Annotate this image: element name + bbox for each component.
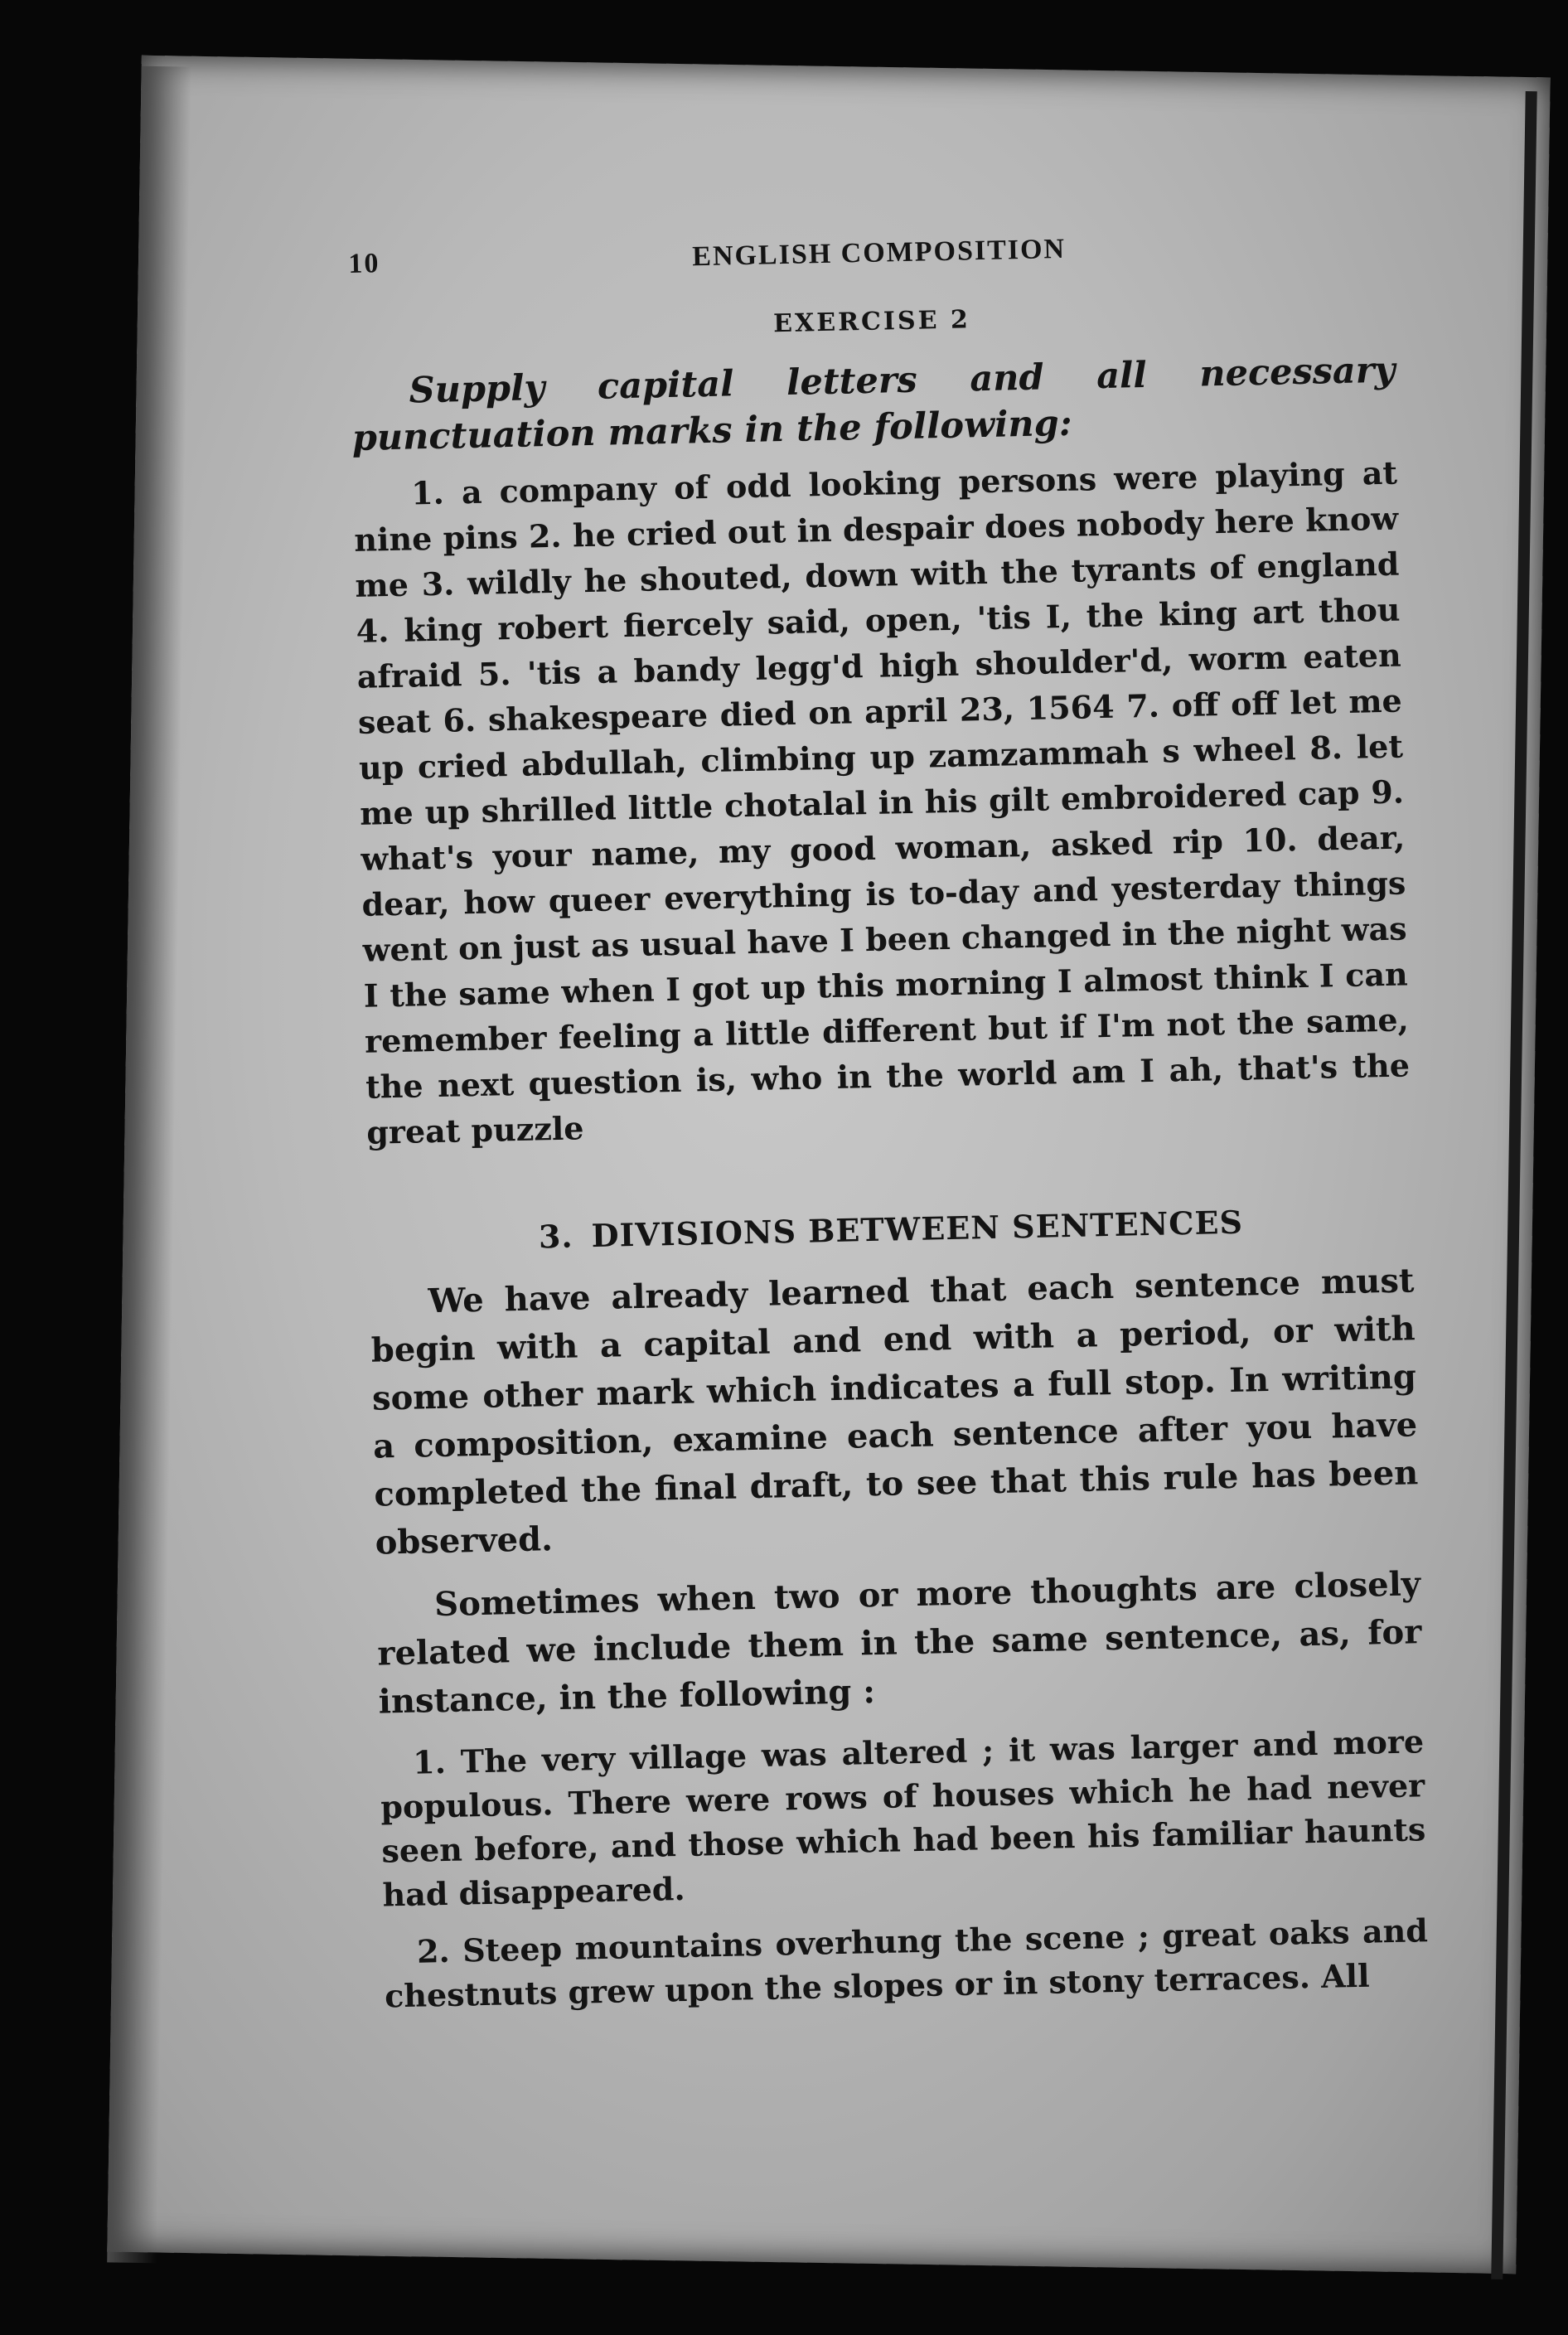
page-number: 10	[348, 248, 380, 279]
example-paragraph: 1. The very village was altered ; it was larger and more populous. There were rows of houses which he had never seen before, and those which had been his familiar haunts had disappeared.	[380, 1722, 1426, 1914]
page-text	[348, 227, 1430, 2032]
book-title: ENGLISH COMPOSITION	[691, 233, 1067, 273]
body-paragraph: Sometimes when two or more thoughts are closely related we include them in the same sentence, as, for instance, in the following :	[377, 1564, 1422, 1722]
section-title: DIVISIONS BETWEEN SENTENCES	[591, 1203, 1244, 1255]
exercise-heading: EXERCISE 2	[772, 305, 971, 339]
section-heading	[369, 1199, 1414, 1258]
body-paragraph: We have already learned that each sentence must begin with a capital and end with a period, or with some other mark which indicates a full stop. In writing a composition, examine each sentence after you have completed the final draft, to see that this rule has been observed.	[370, 1261, 1419, 1562]
section-number: 3.	[538, 1217, 574, 1256]
example-paragraph: 2. Steep mountains overhung the scene ; great oaks and chestnuts grew upon the slopes or in stony terraces. All	[384, 1911, 1429, 2015]
exercise-instruction: Supply capital letters and all necessary punctuation marks in the following:	[351, 349, 1396, 459]
exercise-body: 1. a company of odd looking persons were playing at nine pins 2. he cried out in despair does nobody here know me 3. wildly he shouted, down with the tyrants of england 4. king robert fiercely said, open, 'tis I, the king art thou afraid 5. 'tis a bandy legg'd high shoulder'd, worm eaten seat 6. shakespeare died on april 23, 1564 7. off off let me up cried abdullah, climbing up zamzammah s wheel 8. let me up shrilled little chotalal in his gilt embroidered cap 9. what's your name, my good woman, asked rip 10. dear, dear, how queer everything is to-day and yesterday things went on just as usual have I been changed in the night was I the same when I got up this morning I almost think I can remember feeling a little different but if I'm not the same, the next question is, who in the world am I ah, that's the great puzzle	[353, 453, 1411, 1151]
